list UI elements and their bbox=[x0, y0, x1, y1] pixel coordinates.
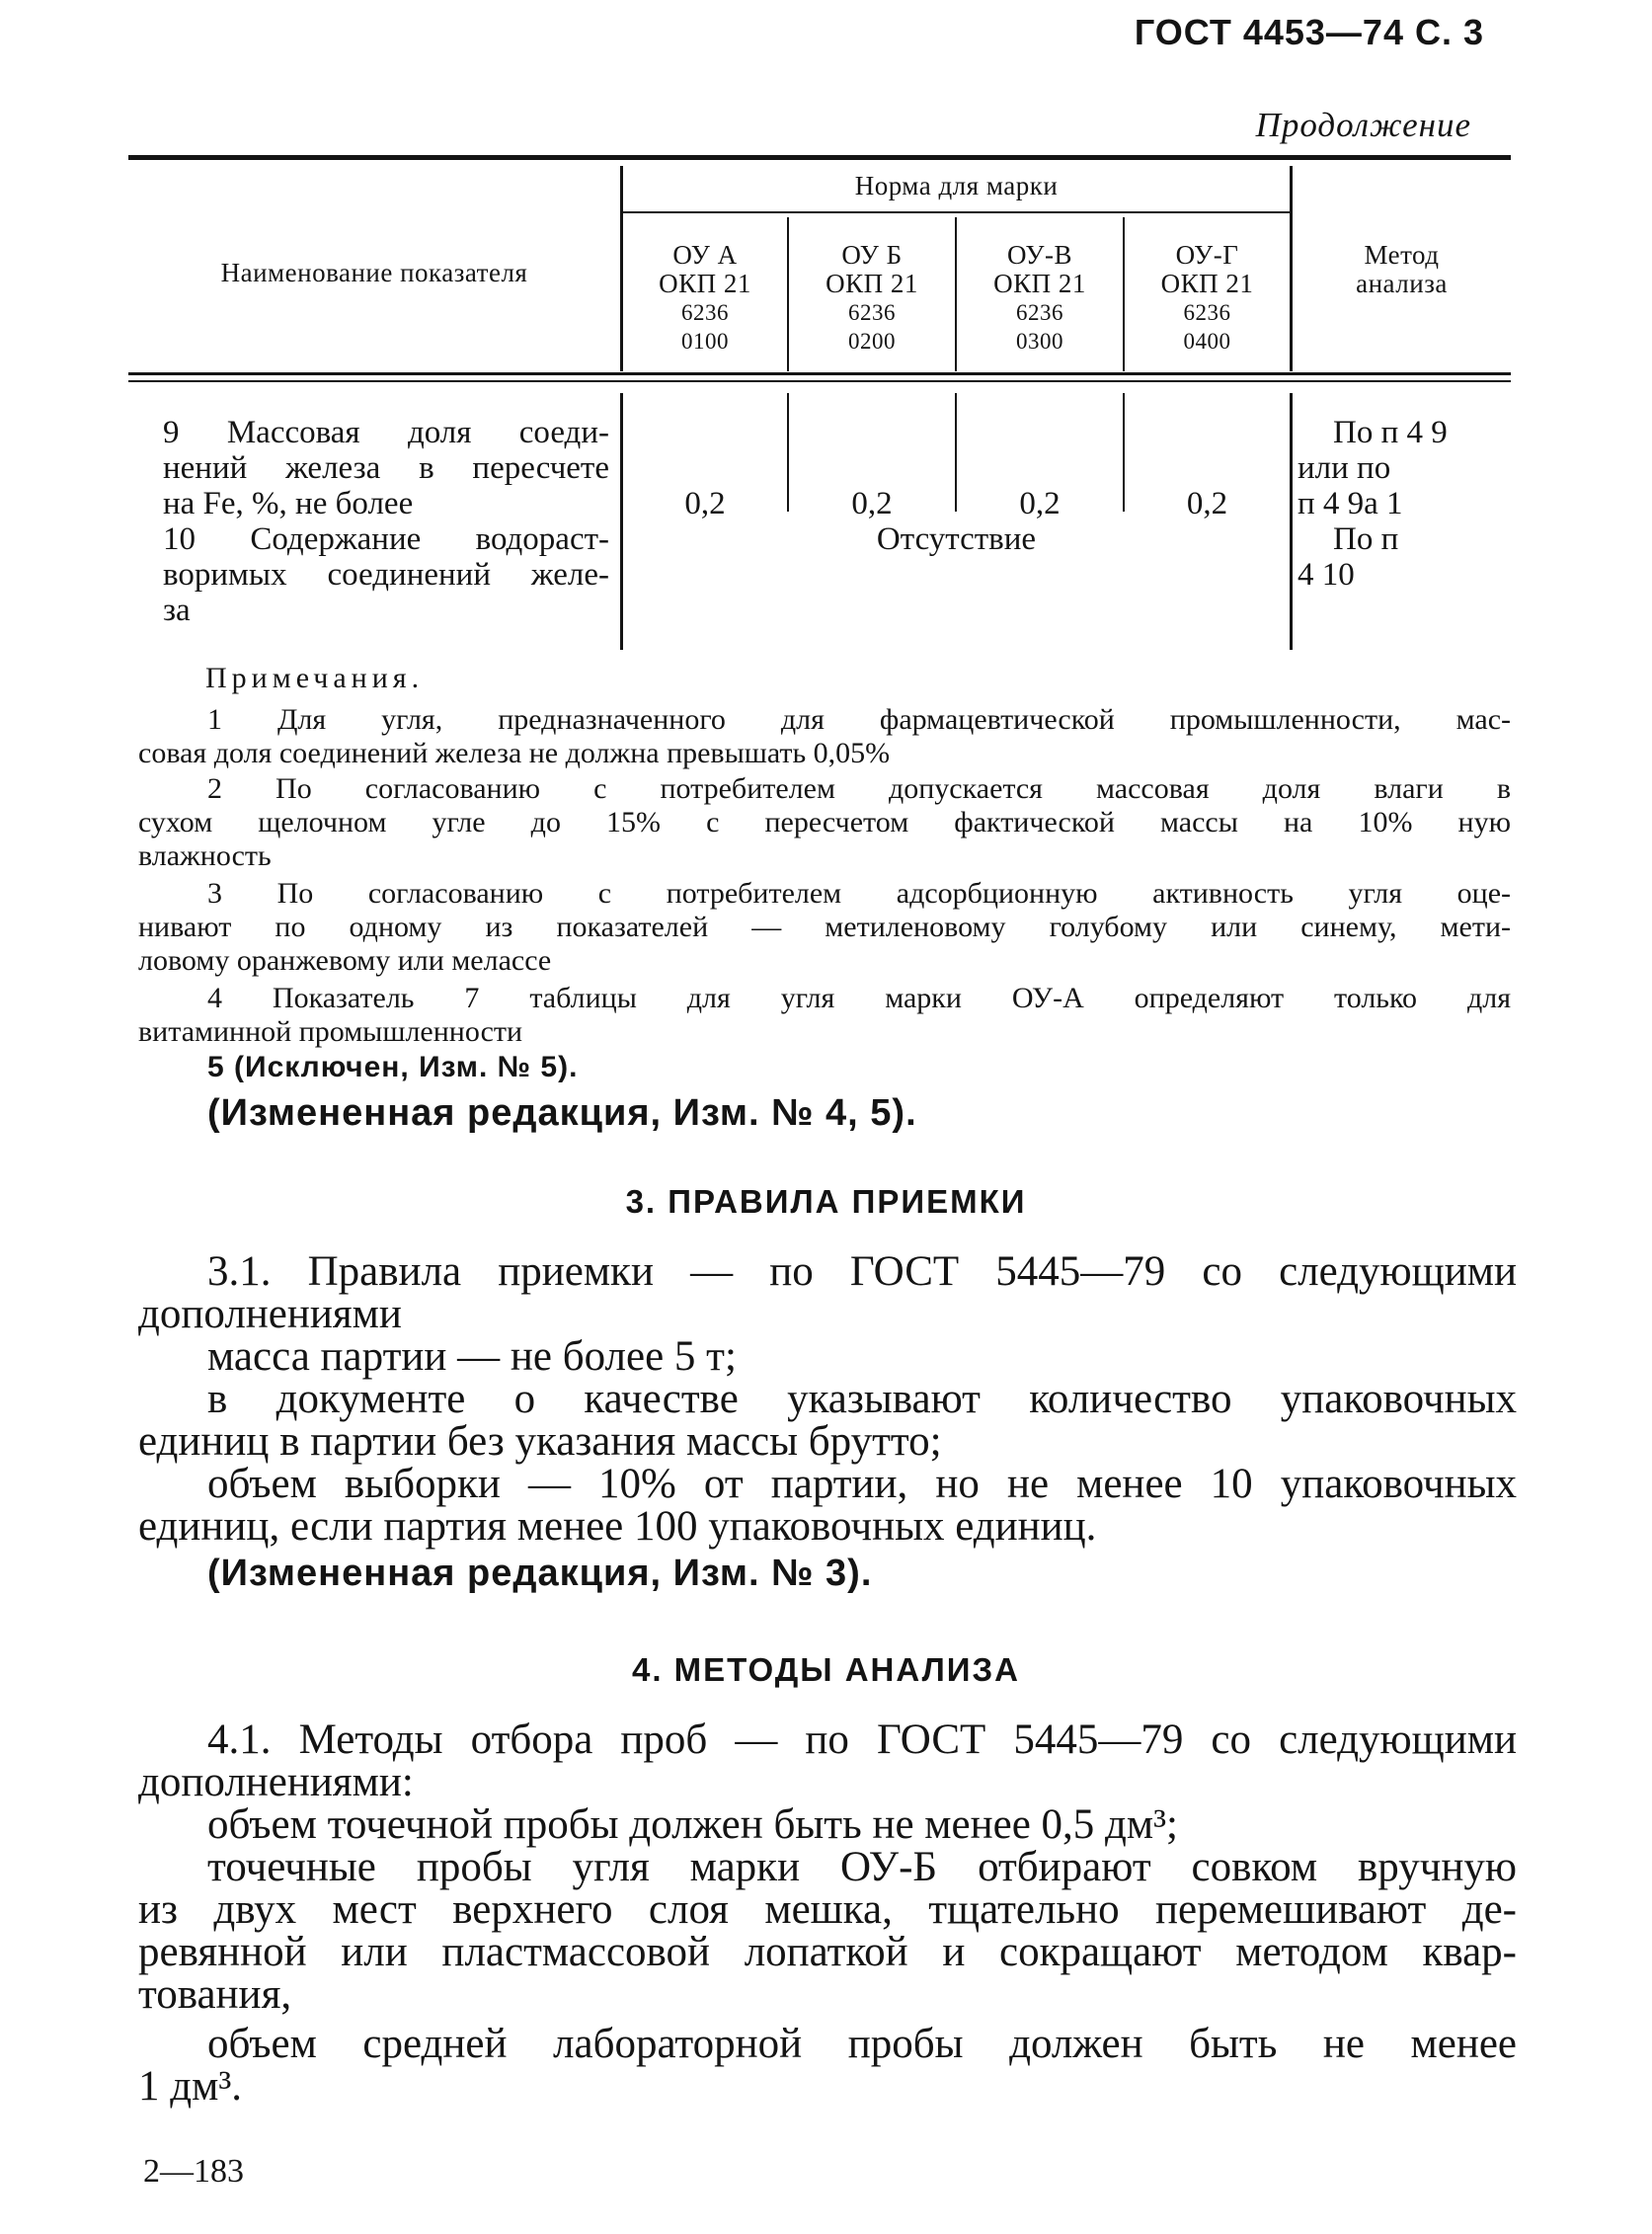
row-10-name: 10 Содержание водораст- воримых соединений желе- за bbox=[163, 521, 609, 628]
continuation-label: Продолжение bbox=[1255, 106, 1471, 144]
grade-ou-g: ОУ-Г ОКП 21 6236 0400 bbox=[1160, 240, 1254, 354]
page-signature: 2—183 bbox=[143, 2153, 244, 2190]
col-method-header: Метод анализа bbox=[1356, 240, 1448, 298]
norm-group-header: Норма для марки bbox=[854, 171, 1059, 200]
standard-header: ГОСТ 4453—74 С. 3 bbox=[1134, 12, 1484, 52]
row-10-value: Отсутствие bbox=[876, 521, 1037, 557]
grade-ou-b: ОУ Б ОКП 21 6236 0200 bbox=[826, 240, 918, 354]
section-4-p4: объем средней лабораторной пробы должен быть не менее 1 дм³. bbox=[138, 2021, 1517, 2110]
note-1: 1 Для угля, предназначенного для фармацевтической промышленности, мас- совая доля соединений железа не должна превышать 0,05% bbox=[138, 703, 1511, 769]
note-2: 2 По согласованию с потребителем допускается массовая доля влаги в сухом щелочном угле до 15% с пересчетом фактической массы на 10% ную влажность bbox=[138, 772, 1511, 872]
section-3-p1: 3.1. Правила приемки — по ГОСТ 5445—79 со следующими дополнениями bbox=[138, 1248, 1517, 1337]
row-9-name: 9 Массовая доля соеди- нений железа в пересчете на Fe, %, не более bbox=[163, 415, 609, 521]
table-header-rule-2 bbox=[128, 380, 1511, 382]
note-5: 5 (Исключен, Изм. № 5). bbox=[207, 1051, 579, 1083]
note-4: 4 Показатель 7 таблицы для угля марки ОУ-А определяют только для витаминной промышленности bbox=[138, 982, 1511, 1048]
section-3-p2: масса партии — не более 5 т; bbox=[207, 1333, 737, 1380]
row-9-value-g: 0,2 bbox=[1186, 486, 1228, 521]
notes-edition: (Измененная редакция, Изм. № 4, 5). bbox=[207, 1092, 917, 1134]
norm-group-rule bbox=[620, 211, 1292, 213]
row-10-method: По п 4 10 bbox=[1298, 521, 1399, 593]
row-9-value-a: 0,2 bbox=[684, 486, 726, 521]
section-4-p1: 4.1. Методы отбора проб — по ГОСТ 5445—79 со следующими дополнениями: bbox=[138, 1716, 1517, 1805]
row-9-value-b: 0,2 bbox=[851, 486, 893, 521]
section-3-title: 3. ПРАВИЛА ПРИЕМКИ bbox=[625, 1183, 1027, 1220]
vline-method-body bbox=[1290, 393, 1293, 650]
section-4-p2: объем точечной пробы должен быть не менее 0,5 дм³; bbox=[207, 1801, 1178, 1848]
col-name-header: Наименование показателя bbox=[220, 258, 528, 287]
section-3-edition: (Измененная редакция, Изм. № 3). bbox=[207, 1553, 873, 1594]
section-3-p3: в документе о качестве указывают количество упаковочных единиц в партии без указания массы брутто; bbox=[138, 1376, 1517, 1465]
table-top-rule bbox=[128, 155, 1511, 160]
grade-ou-a: ОУ А ОКП 21 6236 0100 bbox=[659, 240, 751, 354]
section-3-p4: объем выборки — 10% от партии, но не менее 10 упаковочных единиц, если партия менее 100 упаковочных единиц. bbox=[138, 1461, 1517, 1550]
row-9-value-v: 0,2 bbox=[1019, 486, 1061, 521]
grade-ou-v: ОУ-В ОКП 21 6236 0300 bbox=[993, 240, 1086, 354]
section-4-title: 4. МЕТОДЫ АНАЛИЗА bbox=[631, 1651, 1021, 1688]
notes-title: Примечания. bbox=[205, 662, 425, 694]
section-4-p3: точечные пробы угля марки ОУ-Б отбирают совком вручную из двух мест верхнего слоя мешка, тщательно перемешивают де- ревянной или пластмассовой лопаткой и сокращают методом квар- тования, bbox=[138, 1844, 1517, 2018]
note-3: 3 По согласованию с потребителем адсорбционную активность угля оце- нивают по одному из показателей — метиленовому голубому или синему, мети- ловому оранжевому или мелассе bbox=[138, 877, 1511, 977]
row-9-method: По п 4 9 или по п 4 9а 1 bbox=[1298, 415, 1448, 521]
table-header-rule-1 bbox=[128, 372, 1511, 375]
